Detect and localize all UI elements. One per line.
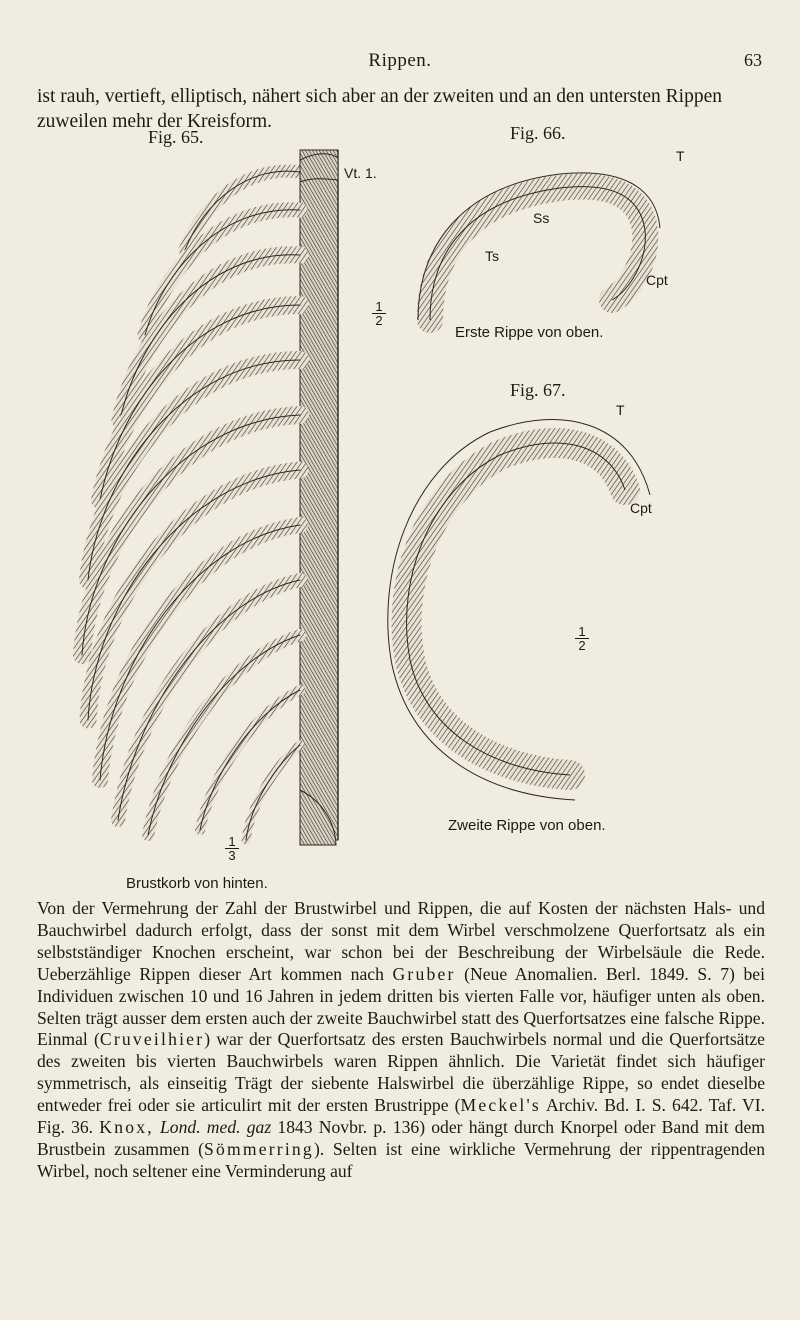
- intro-paragraph: ist rauh, vertieft, elliptisch, nähert sich aber an der zweiten und an den untersten Rippen zuweilen mehr der Kreisform.: [37, 86, 722, 132]
- running-title: Rippen.: [368, 50, 432, 71]
- fig66-label: Fig. 66.: [510, 123, 566, 143]
- author-gruber: Gruber: [392, 963, 456, 984]
- author-knox: Knox,: [99, 1117, 154, 1138]
- fig67-scale-den: 2: [578, 638, 586, 653]
- body-paragraph: [37, 898, 765, 1183]
- fig65-caption: Brustkorb von hinten.: [126, 875, 268, 892]
- fig67-scale-num: 1: [575, 625, 589, 639]
- fig66-annotation-ts: Ts: [485, 248, 499, 264]
- body-text-4: Archiv. Bd. I. S. 642. Taf. VI. Fig. 36.: [37, 1095, 766, 1138]
- fig65-scale-den: 3: [228, 848, 236, 863]
- author-soemmerring: Sömmerring: [203, 1138, 314, 1159]
- fig66-annotation-ss: Ss: [533, 210, 550, 226]
- body-text-1: Von der Vermehrung der Zahl der Brustwirbel und Rippen, die auf Kosten der nächsten Hals- und Bauchwirbel dadurch erfolgt, dass der sonst mit dem Wirbel verschmolzene Querfortsatz als ein selbstständiger Knochen erscheint, war schon bei der Beschreibung der Wirbelsäule die Rede. Ueberzählige Rippen dieser Art kommen nach: [37, 898, 765, 984]
- body-text-5: 1843 Novbr. p. 136) oder hängt durch Knorpel oder Band mit dem Brustbein zusammen (: [37, 1117, 765, 1159]
- author-meckel: Meckel's: [460, 1095, 541, 1116]
- fig67-second-rib-drawing: [388, 420, 650, 800]
- fig67-scale: [575, 625, 589, 652]
- author-cruveilhier: Cruveilhier: [99, 1029, 205, 1050]
- fig66-scale: [372, 300, 386, 327]
- fig66-annotation-cpt: Cpt: [646, 272, 668, 288]
- body-text-6: ). Selten ist eine wirkliche Vermehrung der rippentragenden Wirbel, noch seltener eine Verminderung auf: [37, 1138, 766, 1181]
- fig67-caption: Zweite Rippe von oben.: [448, 817, 606, 834]
- fig66-scale-den: 2: [375, 313, 383, 328]
- fig65-scale-num: 1: [225, 835, 239, 849]
- fig65-annotation-vt: Vt. 1.: [344, 165, 377, 181]
- fig65-ribcage-drawing: [82, 150, 338, 845]
- journal-title: Lond. med. gaz: [160, 1117, 272, 1138]
- page-number: 63: [744, 50, 762, 70]
- fig67-label: Fig. 67.: [510, 380, 566, 400]
- fig66-scale-num: 1: [372, 300, 386, 314]
- fig65-label: Fig. 65.: [148, 127, 204, 147]
- fig67-annotation-t: T: [616, 402, 625, 418]
- body-text-2: (Neue Anomalien. Berl. 1849. S. 7) bei Individuen zwischen 10 und 16 Jahren in jedem dritten bis vierten Falle vor, häufiger unten als oben. Selten trägt ausser dem ersten auch der zweite Bauchwirbel statt des Querfortsatzes eine falsche Rippe. Einmal (: [37, 963, 765, 1050]
- fig66-caption: Erste Rippe von oben.: [455, 324, 604, 341]
- body-text-3: ) war der Querfortsatz des ersten Bauchwirbels normal und die Querfortsätze des zweiten bis vierten Bauchwirbels waren Rippen ähnlich. Die Varietät findet sich häufiger symmetrisch, als einseitig Trägt der siebente Halswirbel die überzählige Rippe, so endet dieselbe entweder frei oder sie articulirt mit der ersten Brustrippe (: [37, 1029, 765, 1116]
- fig67-annotation-cpt: Cpt: [630, 500, 652, 516]
- fig66-annotation-t: T: [676, 148, 685, 164]
- fig66-first-rib-drawing: [418, 173, 660, 320]
- fig65-scale: [225, 835, 239, 862]
